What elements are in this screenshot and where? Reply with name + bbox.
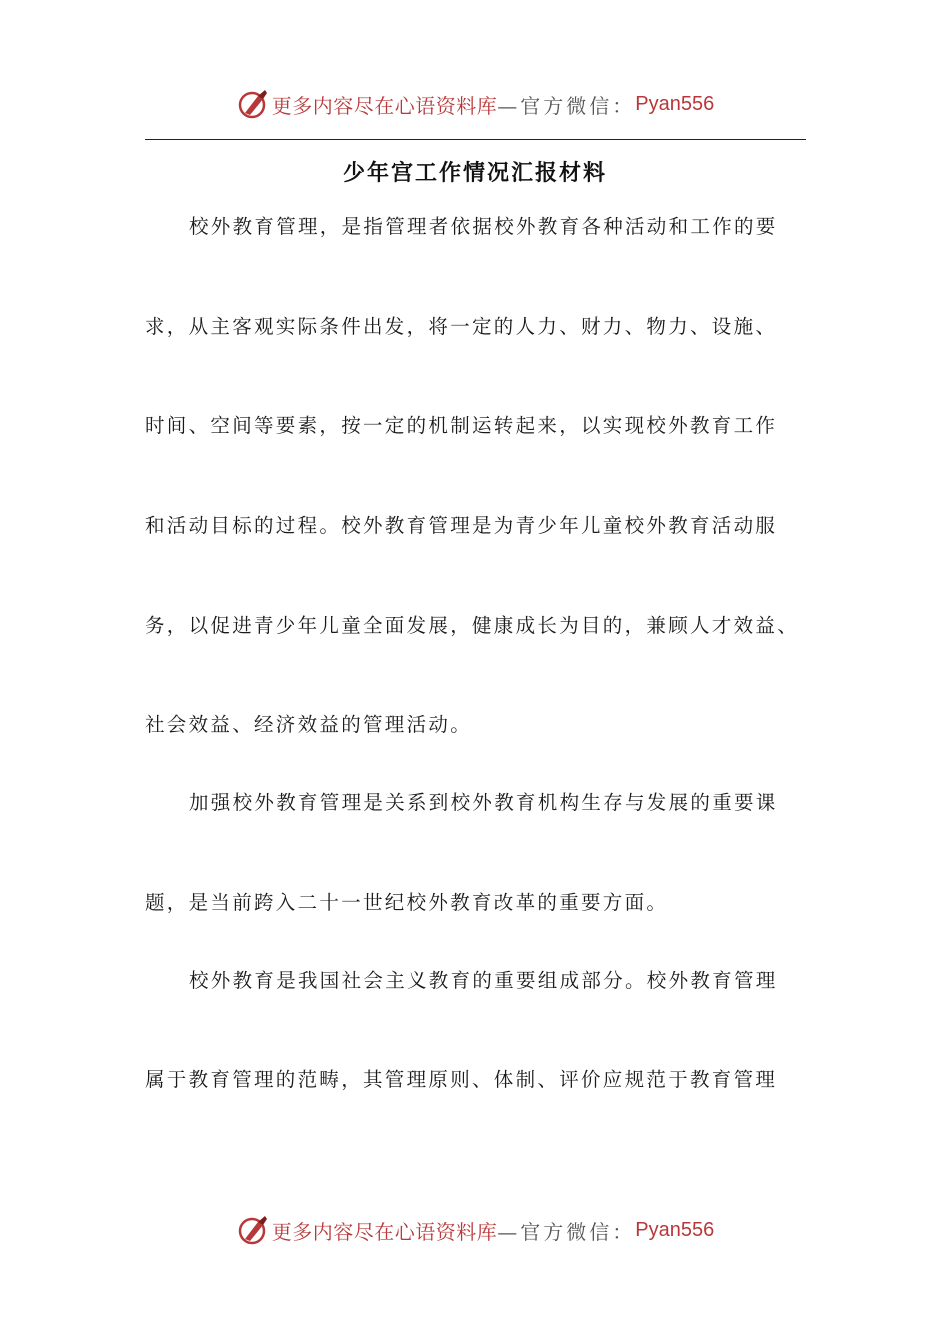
body-line: 和活动目标的过程。校外教育管理是为青少年儿童校外教育活动服: [145, 514, 778, 537]
header-brand-text: 更多内容尽在心语资料库: [271, 93, 498, 118]
header-brand-wechat-id: Pyan556: [635, 92, 715, 115]
document-title: 少年宫工作情况汇报材料: [342, 161, 607, 186]
body-line: 社会效益、经济效益的管理活动。: [145, 713, 473, 736]
body-line: 加强校外教育管理是关系到校外教育机构生存与发展的重要课: [189, 791, 778, 814]
body-line: 属于教育管理的范畴，其管理原则、体制、评价应规范于教育管理: [145, 1068, 778, 1091]
footer-brand-separator: —官方微信：: [497, 1219, 636, 1244]
footer-brand-wechat-id: Pyan556: [635, 1218, 715, 1241]
body-line: 题，是当前跨入二十一世纪校外教育改革的重要方面。: [145, 891, 669, 914]
body-line: 时间、空间等要素，按一定的机制运转起来，以实现校外教育工作: [145, 414, 778, 437]
pen-logo-icon: [236, 1213, 270, 1247]
header-brand: [0, 84, 950, 124]
body-line: 校外教育是我国社会主义教育的重要组成部分。校外教育管理: [189, 969, 778, 992]
body-line: 校外教育管理，是指管理者依据校外教育各种活动和工作的要: [189, 215, 778, 238]
body-line: 务，以促进青少年儿童全面发展，健康成长为目的，兼顾人才效益、: [145, 614, 800, 637]
header-rule: [145, 139, 806, 140]
footer-brand: [0, 1210, 950, 1250]
header-brand-separator: —官方微信：: [497, 93, 636, 118]
pen-logo-icon: [236, 87, 270, 121]
footer-brand-text: 更多内容尽在心语资料库: [271, 1219, 498, 1244]
body-line: 求，从主客观实际条件出发，将一定的人力、财力、物力、设施、: [145, 315, 778, 338]
